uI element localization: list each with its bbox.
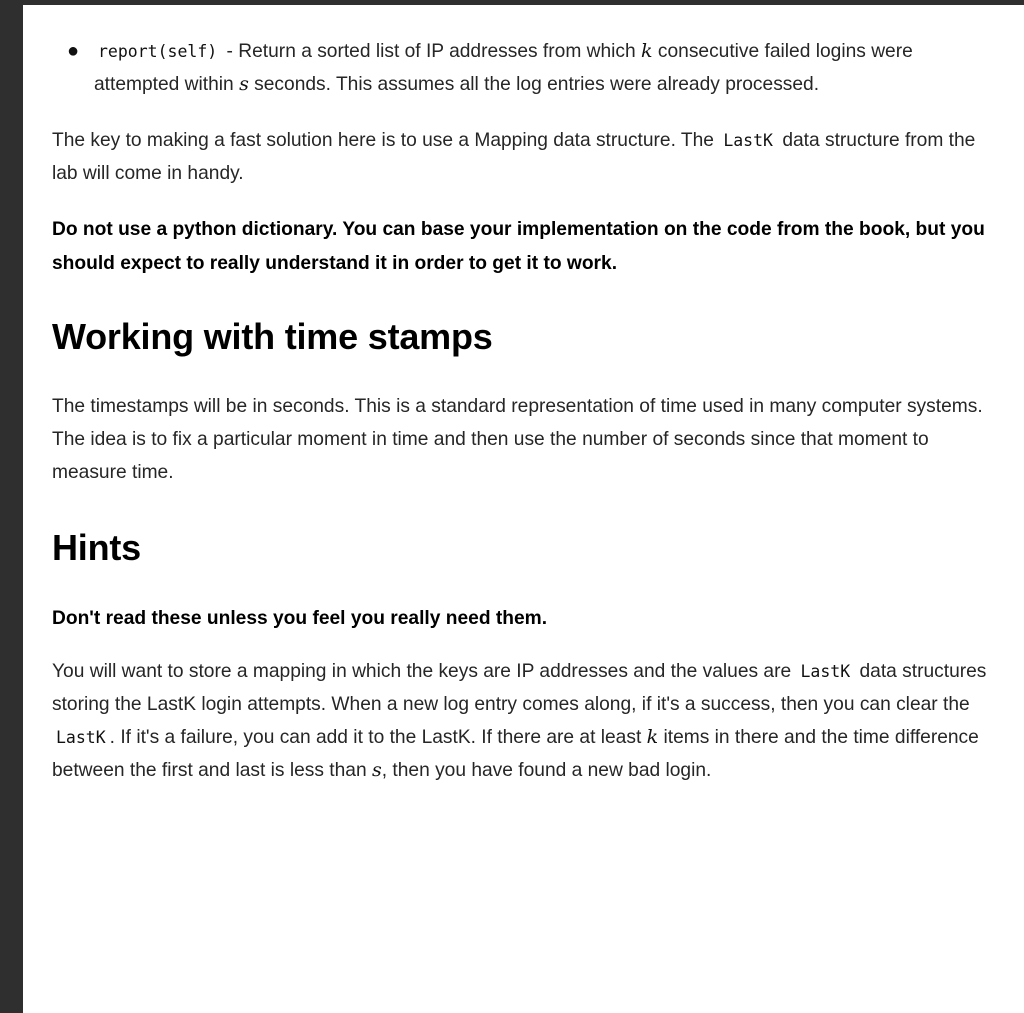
method-description-end: seconds. This assumes all the log entries were already processed. [248,74,820,95]
bullet-icon: ● [67,40,80,62]
hints-text-1: You will want to store a mapping in which the keys are IP addresses and the values are [52,661,797,682]
document-page [23,5,1024,1013]
method-signature: report(self) [98,42,218,61]
heading-hints: Hints [52,527,142,568]
method-list [52,35,1000,101]
intro-text: The key to making a fast solution here is to use a Mapping data structure. The [52,130,720,151]
hints-text-2: data structures storing the LastK login attempts. When a new log entry comes along, if it's a success, then you can clear the [52,661,987,715]
hints-text-5: , then you have found a new bad login. [381,760,712,781]
warning-paragraph: Do not use a python dictionary. You can base your implementation on the code from the book, but you should expect to really understand it in order to get it to work. [52,219,985,274]
variable-k: k [646,726,659,748]
inline-code-lastk: LastK [56,728,106,747]
intro-paragraph [52,124,1000,190]
heading-time-stamps: Working with time stamps [52,316,493,357]
list-item [52,35,1000,101]
inline-code-lastk: LastK [723,131,773,150]
method-description: - Return a sorted list of IP addresses from which [221,41,642,62]
hints-note: Don't read these unless you feel you really need them. [52,608,548,629]
inline-code-lastk: LastK [800,662,851,681]
hints-paragraph [52,655,1000,787]
variable-s: s [371,759,382,781]
hints-text-4: items in there and the time difference between the first and last is less than [52,727,979,781]
hints-text-3: . If it's a failure, you can add it to the LastK. If there are at least [109,727,647,748]
time-paragraph: The timestamps will be in seconds. This is a standard representation of time used in many computer systems. The idea is to fix a particular moment in time and then use the number of seconds since that moment to measure time. [52,396,983,483]
method-description-cont: consecutive failed logins were attempted within [94,41,913,95]
variable-s: s [239,73,249,95]
variable-k: k [641,40,653,62]
intro-text-end: data structure from the lab will come in handy. [52,130,976,184]
